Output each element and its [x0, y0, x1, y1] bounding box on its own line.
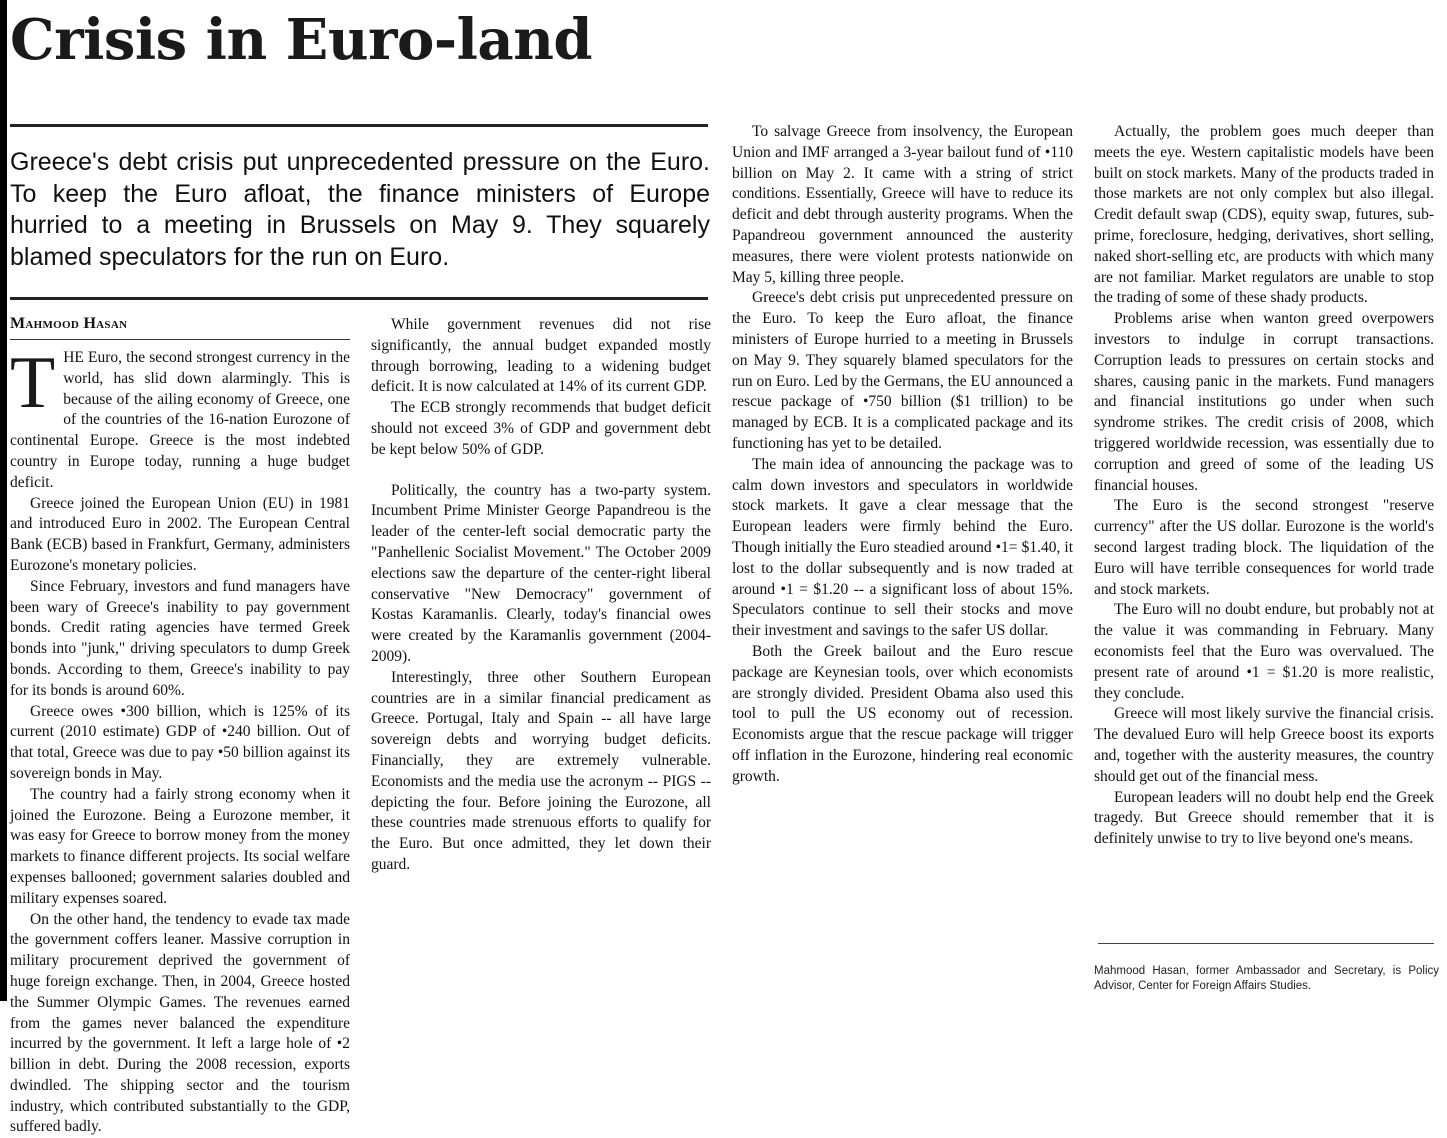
paragraph: Interestingly, three other Southern European countries are in a similar financial predicament as Greece. Portugal, Italy and Spain -- all have large sovereign debts and worrying budget deficits. Financially, they are extremely vulnerable. Economists and the media use the acronym -- PIGS -- depicting the four. Before joining the Eurozone, all these countries made strenuous efforts to qualify for the Euro. But once admitted, they let down their guard. — [371, 668, 711, 873]
drop-cap: T — [10, 342, 56, 424]
paragraph: The Euro will no doubt endure, but probably not at the value it was commanding in February. Many economists feel that the Euro was overvalued. The present rate of around •1 = $1.20 is more realistic, they conclude. — [1094, 601, 1434, 702]
paragraph: Problems arise when wanton greed overpowers investors to indulge in corrupt transactions. Corruption leads to pressures on certain stocks and shares, causing panic in the markets. Fund managers and financial institutions go under when such syndrome strikes. The credit crisis of 2008, which triggered worldwide recession, was essentially due to corruption and greed of some of the leading US financial houses. — [1094, 310, 1434, 494]
paragraph: Both the Greek bailout and the Euro rescue package are Keynesian tools, over which economists are strongly divided. President Obama also used this tool to pull the US economy out of recession. Economists argue that the rescue package will trigger off inflation in the Eurozone, hindering real economic growth. — [732, 642, 1073, 785]
article-column-2 — [371, 315, 711, 1000]
article-column-4 — [1094, 122, 1434, 932]
author-footnote: Mahmood Hasan, former Ambassador and Secretary, is Policy Advisor, Center for Foreign Affairs Studies. — [1094, 965, 1439, 992]
paragraph-intro — [10, 342, 350, 494]
paragraph: The main idea of announcing the package was to calm down investors and speculators in worldwide stock markets. It gave a clear message that the European leaders were firmly behind the Euro. Though initially the Euro steadied around •1= $1.40, it lost to the dollar subsequently and is now traded at around •1 = $1.20 -- a significant loss of about 15%. Speculators continue to sell their stocks and move their investment and savings to the safer US dollar. — [732, 455, 1073, 640]
paragraph: While government revenues did not rise significantly, the annual budget expanded mostly through borrowing, leading to a widening budget deficit. It is now calculated at 14% of its current GDP. — [371, 316, 711, 396]
paragraph: Politically, the country has a two-party system. Incumbent Prime Minister George Papandreou is the leader of the center-left social democratic party the "Panhellenic Socialist Movement." The October 2009 elections saw the departure of the center-right liberal conservative "New Democracy" government of Kostas Karamanlis. Clearly, today's financial owes were created by the Karamanlis government (2004-2009). — [371, 481, 711, 665]
paragraph: The Euro is the second strongest "reserve currency" after the US dollar. Eurozone is the world's second largest trading block. The liquidation of the Euro will have terrible consequences for world trade and stock markets. — [1094, 497, 1434, 598]
deck-bottom-rule — [10, 297, 708, 300]
paragraph: European leaders will no doubt help end the Greek tragedy. But Greece should remember that it is definitely unwise to try to live beyond one's means. — [1094, 788, 1434, 848]
paragraph: Greece will most likely survive the financial crisis. The devalued Euro will help Greece boost its exports and, together with the austerity measures, the country should get out of the financial mess. — [1094, 705, 1434, 785]
deck-top-rule — [10, 124, 708, 127]
article-column-3 — [732, 122, 1073, 1000]
paragraph: Greece's debt crisis put unprecedented pressure on the Euro. To keep the Euro afloat, the finance ministers of Europe hurried to a meeting in Brussels on May 9. They squarely blamed speculators for the run on Euro. Led by the Germans, the EU announced a rescue package of •750 billion ($1 trillion) to be managed by ECB. It is a complicated package and its functioning has yet to be detailed. — [732, 289, 1073, 452]
article-column-1 — [10, 342, 350, 1136]
headline: Crisis in Euro-land — [10, 7, 593, 73]
footnote-rule — [1098, 943, 1434, 944]
paragraph: Greece joined the European Union (EU) in 1981 and introduced Euro in 2002. The European Central Bank (ECB) based in Frankfurt, Germany, administers Eurozone's monetary policies. — [10, 494, 350, 574]
paragraph: To salvage Greece from insolvency, the European Union and IMF arranged a 3-year bailout fund of •110 billion on May 2. It came with a string of strict conditions. Essentially, Greece will have to reduce its deficit and debt through austerity programs. When the Papandreou government announced the austerity measures, there were violent protests nationwide on May 5, killing three people. — [732, 123, 1073, 286]
byline: Mahmood Hasan — [10, 315, 350, 340]
paragraph: Actually, the problem goes much deeper than meets the eye. Western capitalistic models have been built on stock markets. Many of the products traded in those markets are not only complex but also illegal. Credit default swap (CDS), equity swap, futures, sub-prime, foreclosure, hedging, derivatives, short selling, naked short-selling etc, are products with which many are not familiar. Market regulators are unable to stop the trading of some of these shady products. — [1094, 123, 1434, 307]
page-left-border — [0, 0, 7, 1001]
paragraph: On the other hand, the tendency to evade tax made the government coffers leaner. Massive corruption in military procurement deprived the government of huge foreign exchange. Then, in 2004, Greece hosted the Summer Olympic Games. The revenues earned from the games never balanced the expenditure incurred by the government. It left a large hole of •2 billion in debt. During the 2008 recession, exports dwindled. The shipping sector and the tourism industry, which contributed substantially to the GDP, suffered badly. — [10, 910, 350, 1136]
paragraph: Greece owes •300 billion, which is 125% of its current (2010 estimate) GDP of •240 billion. Out of that total, Greece was due to pay •50 billion against its sovereign bonds in May. — [10, 702, 350, 782]
paragraph: Since February, investors and fund managers have been wary of Greece's inability to pay government bonds. Credit rating agencies have termed Greek bonds into "junk," driving speculators to dump Greek bonds. According to them, Greece's inability to pay for its bonds is around 60%. — [10, 577, 350, 699]
deck-summary: Greece's debt crisis put unprecedented pressure on the Euro. To keep the Euro afloat, the finance ministers of Europe hurried to a meeting in Brussels on May 9. They squarely blamed speculators for the run on Euro. — [10, 148, 710, 271]
intro-text: HE Euro, the second strongest currency in the world, has slid down alarmingly. This is because of the ailing economy of Greece, one of the countries of the 16-nation Eurozone of continental Europe. Greece is the most indebted country in Europe today, running a huge budget deficit. — [10, 349, 350, 491]
paragraph: The ECB strongly recommends that budget deficit should not exceed 3% of GDP and government debt be kept below 50% of GDP. — [371, 399, 711, 458]
paragraph: The country had a fairly strong economy when it joined the Eurozone. Being a Eurozone member, it was easy for Greece to borrow money from the money markets to finance different projects. Its social welfare expenses ballooned; government salaries doubled and military expenses soared. — [10, 785, 350, 907]
